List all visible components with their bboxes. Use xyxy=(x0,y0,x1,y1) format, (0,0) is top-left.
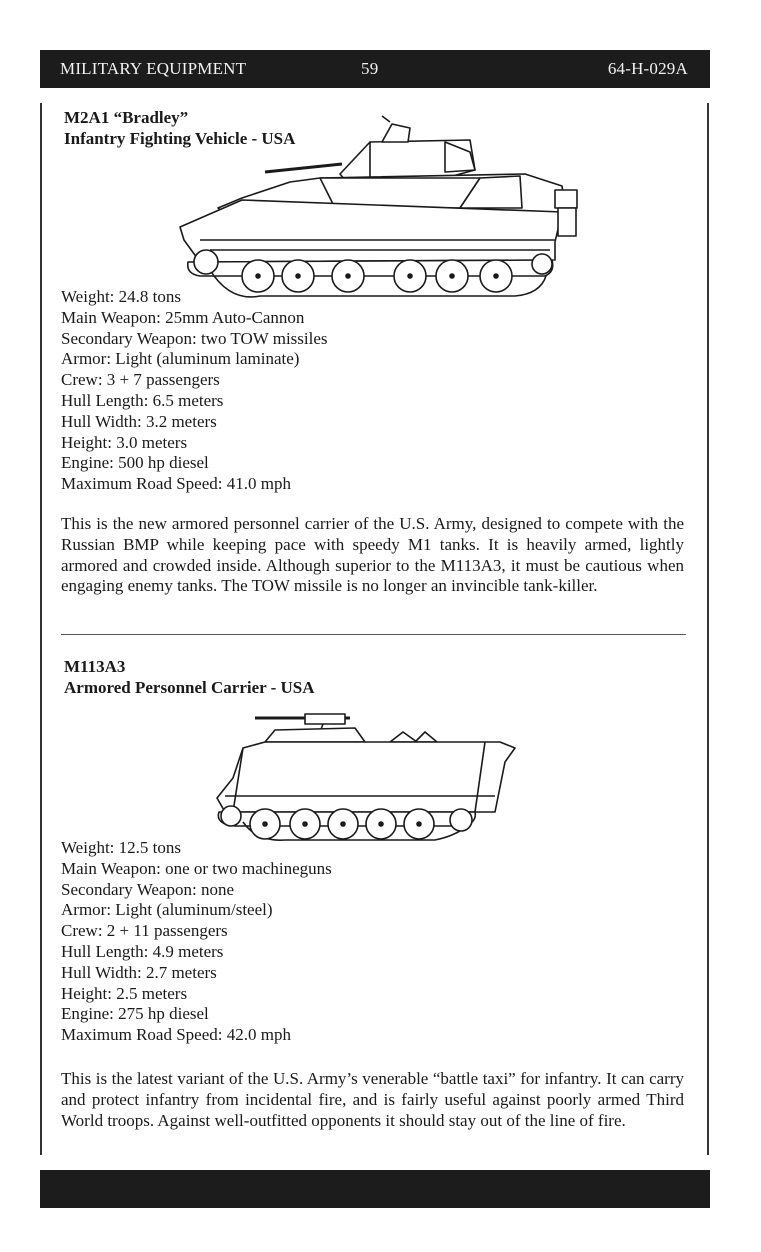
spec-hull-width: Hull Width: 3.2 meters xyxy=(61,411,217,431)
description-bradley: This is the new armored personnel carrier of the U.S. Army, designed to compete with the Russian BMP while keeping pace with speedy M1 tanks. It is heavily armed, lightly armored and crowded inside. Although superior to the M113A3, it must be cautious when engaging enemy tanks. The TOW missile is no longer an invincible tank-killer. xyxy=(61,514,684,596)
page-footer-bar xyxy=(40,1170,710,1208)
spec-main-weapon: Main Weapon: 25mm Auto-Cannon xyxy=(61,307,305,327)
vehicle-name: M2A1 “Bradley” xyxy=(64,108,189,127)
spec-max-speed: Maximum Road Speed: 41.0 mph xyxy=(61,474,291,494)
spec-weight: Weight: 24.8 tons xyxy=(61,287,181,306)
spec-secondary-weapon: Secondary Weapon: two TOW missiles xyxy=(61,328,328,348)
description-m113: This is the latest variant of the U.S. Army’s venerable “battle taxi” for infantry. It can carry and protect infantry from incidental fire, and is fairly useful against poorly armed Third World troops. Against well-outfitted opponents it should stay out of the line of fire. xyxy=(61,1069,684,1130)
page-number: 59 xyxy=(361,59,379,78)
spec-hull-width: Hull Width: 2.7 meters xyxy=(61,962,217,982)
section-title: MILITARY EQUIPMENT xyxy=(60,59,247,78)
m113-apc-illustration xyxy=(205,708,525,848)
spec-armor: Armor: Light (aluminum/steel) xyxy=(61,900,273,920)
left-margin-rule xyxy=(40,103,42,1155)
spec-list-m113 xyxy=(61,838,332,1046)
spec-armor: Armor: Light (aluminum laminate) xyxy=(61,349,300,369)
spec-main-weapon: Main Weapon: one or two machineguns xyxy=(61,858,332,878)
vehicle-name: M113A3 xyxy=(64,657,126,676)
spec-weight: Weight: 12.5 tons xyxy=(61,838,181,857)
bradley-ifv-illustration xyxy=(170,112,580,302)
spec-list-bradley xyxy=(61,287,328,495)
spec-secondary-weapon: Secondary Weapon: none xyxy=(61,879,234,899)
spec-hull-length: Hull Length: 6.5 meters xyxy=(61,390,224,410)
spec-max-speed: Maximum Road Speed: 42.0 mph xyxy=(61,1025,291,1045)
spec-crew: Crew: 2 + 11 passengers xyxy=(61,921,228,941)
spec-height: Height: 2.5 meters xyxy=(61,983,188,1003)
vehicle-type: Armored Personnel Carrier - USA xyxy=(64,678,315,697)
right-margin-rule xyxy=(707,103,709,1155)
entry-heading-m113 xyxy=(64,656,315,698)
vehicle-type: Infantry Fighting Vehicle - USA xyxy=(64,129,296,148)
document-code: 64-H-029A xyxy=(607,59,688,78)
spec-engine: Engine: 275 hp diesel xyxy=(61,1004,209,1024)
spec-crew: Crew: 3 + 7 passengers xyxy=(61,370,220,390)
spec-engine: Engine: 500 hp diesel xyxy=(61,453,209,473)
section-divider xyxy=(61,634,686,635)
spec-hull-length: Hull Length: 4.9 meters xyxy=(61,941,224,961)
spec-height: Height: 3.0 meters xyxy=(61,432,188,452)
page-header xyxy=(40,50,710,88)
